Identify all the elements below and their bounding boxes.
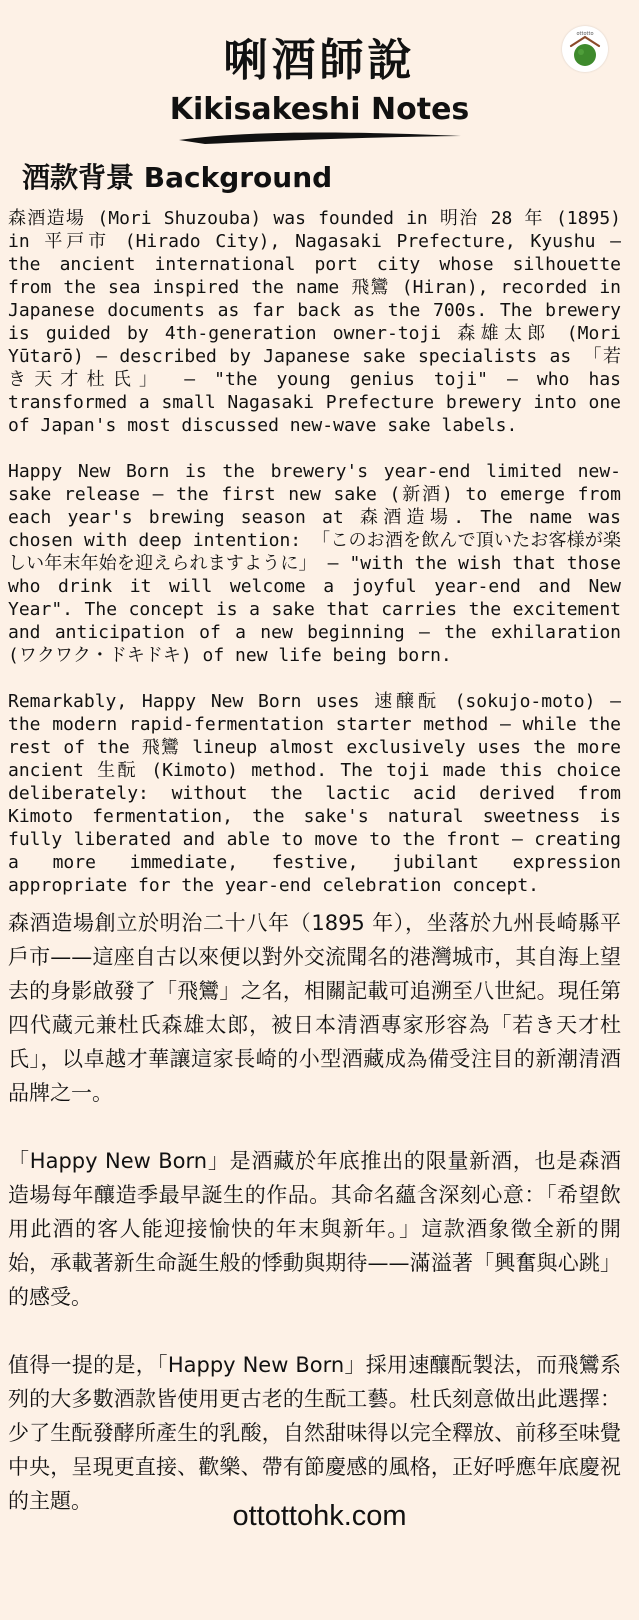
svg-text:ottotto: ottotto bbox=[576, 31, 594, 37]
section-title: 酒款背景 Background bbox=[22, 161, 333, 194]
chinese-paragraph: 「Happy New Born」是酒藏於年底推出的限量新酒，也是森酒造場每年釀造季最早誕生的作品。其命名蘊含深刻心意：「希望飲用此酒的客人能迎接愉快的年末與新年。」這款酒象徵全新的開始，承載著新生命誕生般的悸動與期待——滿溢著「興奮與心跳」的感受。 bbox=[8, 1149, 621, 1309]
footer-website: ottottohk.com bbox=[232, 1500, 407, 1532]
brush-stroke-divider bbox=[175, 128, 465, 146]
chinese-paragraph: 森酒造場創立於明治二十八年（1895 年），坐落於九州長崎縣平戶市——這座自古以來便以對外交流聞名的港灣城市，其自海上望去的身影啟發了「飛鸞」之名，相關記載可追溯至八世紀。現任第四代蔵元兼杜氏森雄太郎，被日本清酒專家形容為「若き天才杜氏」，以卓越才華讓這家長崎的小型酒藏成為備受注目的新潮清酒品牌之一。 bbox=[8, 911, 621, 1105]
english-paragraph: Remarkably, Happy New Born uses 速醸酛 (sokujo-moto) — the modern rapid-fermentation starter method — while the rest of the 飛鸞 lineup almost exclusively uses the more ancient 生酛 (Kimoto) method. The toji made this choice deliberately: without the lactic acid derived from Kimoto fermentation, the sake's natural sweetness is fully liberated and able to move to the front — creating a more immediate, festive, jubilant expression appropriate for the year-end celebration concept. bbox=[8, 691, 621, 896]
page-title-english: Kikisakeshi Notes bbox=[169, 92, 470, 127]
chinese-text-block bbox=[8, 906, 621, 1518]
page-title-chinese: 唎酒師說 bbox=[223, 35, 416, 86]
english-text-block bbox=[8, 207, 621, 897]
page-header bbox=[0, 34, 639, 146]
english-paragraph: 森酒造場 (Mori Shuzouba) was founded in 明治 28 年 (1895) in 平戸市 (Hirado City), Nagasaki Prefecture, Kyushu — the ancient international port city whose silhouette from the sea inspired the name 飛鸞 (Hiran), recorded in Japanese documents as far back as the 700s. The brewery is guided by 4th-generation owner-toji 森雄太郎 (Mori Yūtarō) — described by Japanese sake specialists as 「若き天才杜氏」 — "the young genius toji" — who has transformed a small Nagasaki Prefecture brewery into one of Japan's most discussed new-wave sake labels. bbox=[8, 208, 621, 436]
english-paragraph: Happy New Born is the brewery's year-end limited new-sake release — the first new sake (新酒) to emerge from each year's brewing season at 森酒造場. The name was chosen with deep intention: 「このお酒を飲んで頂いたお客様が楽しい年末年始を迎えられますように」 — "with the wish that those who drink it will welcome a joyful year-end and New Year". The concept is a sake that carries the excitement and anticipation of a new beginning — the exhilaration (ワクワク・ドキドキ) of new life being born. bbox=[8, 461, 621, 666]
chinese-paragraph: 值得一提的是，「Happy New Born」採用速釀酛製法，而飛鸞系列的大多數酒款皆使用更古老的生酛工藝。杜氏刻意做出此選擇：少了生酛發酵所產生的乳酸，自然甜味得以完全釋放、前移至味覺中央，呈現更直接、歡樂、帶有節慶感的風格，正好呼應年底慶祝的主題。 bbox=[8, 1353, 621, 1513]
